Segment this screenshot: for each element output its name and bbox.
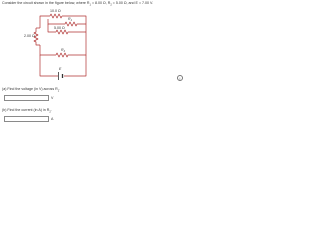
part-b-question — [2, 108, 52, 115]
part-a-unit: V — [51, 96, 54, 100]
part-a-answer-row — [4, 95, 53, 101]
info-icon[interactable]: i — [177, 75, 183, 81]
label-10-ohm: 10.0 Ω — [50, 9, 61, 13]
part-a-question — [2, 87, 60, 94]
label-5-ohm: 5.00 Ω — [54, 26, 65, 30]
wire-middle-left — [40, 45, 56, 55]
wire-battery-left — [40, 55, 58, 76]
part-a-subscript: 1 — [57, 89, 60, 93]
part-b-period: . — [50, 108, 52, 112]
problem-text-2: = 8.00 Ω, R — [90, 1, 111, 5]
resistor-2-ohm — [34, 28, 40, 45]
wire-battery-right — [64, 55, 86, 76]
part-a-answer-input[interactable] — [4, 95, 49, 101]
wire-r1-left — [48, 19, 60, 24]
part-b-subscript: 2 — [49, 110, 51, 114]
part-a-text: (a) Find the voltage (in V) across R — [2, 87, 58, 91]
part-a-period: . — [59, 87, 61, 91]
part-b-text: (b) Find the current (in A) in R — [2, 108, 50, 112]
part-b-unit: A — [51, 117, 54, 121]
part-b-answer-row — [4, 116, 53, 122]
resistor-5-ohm — [56, 30, 86, 34]
wire-top-left — [40, 16, 50, 28]
label-r1: $R_1$ — [68, 17, 73, 22]
label-r2: $R_2$ — [61, 48, 66, 53]
label-2-ohm: 2.00 Ω — [24, 34, 35, 38]
part-b-answer-input[interactable] — [4, 116, 49, 122]
problem-text-3: = 5.00 Ω, and E = 7.00 V. — [111, 1, 154, 5]
r2-subscript: 2 — [110, 3, 112, 7]
problem-text-1: Consider the circuit shown in the figure below, where R — [2, 1, 90, 5]
label-emf: E — [59, 67, 62, 71]
resistor-10-ohm — [50, 14, 62, 18]
r1-subscript: 1 — [89, 3, 91, 7]
